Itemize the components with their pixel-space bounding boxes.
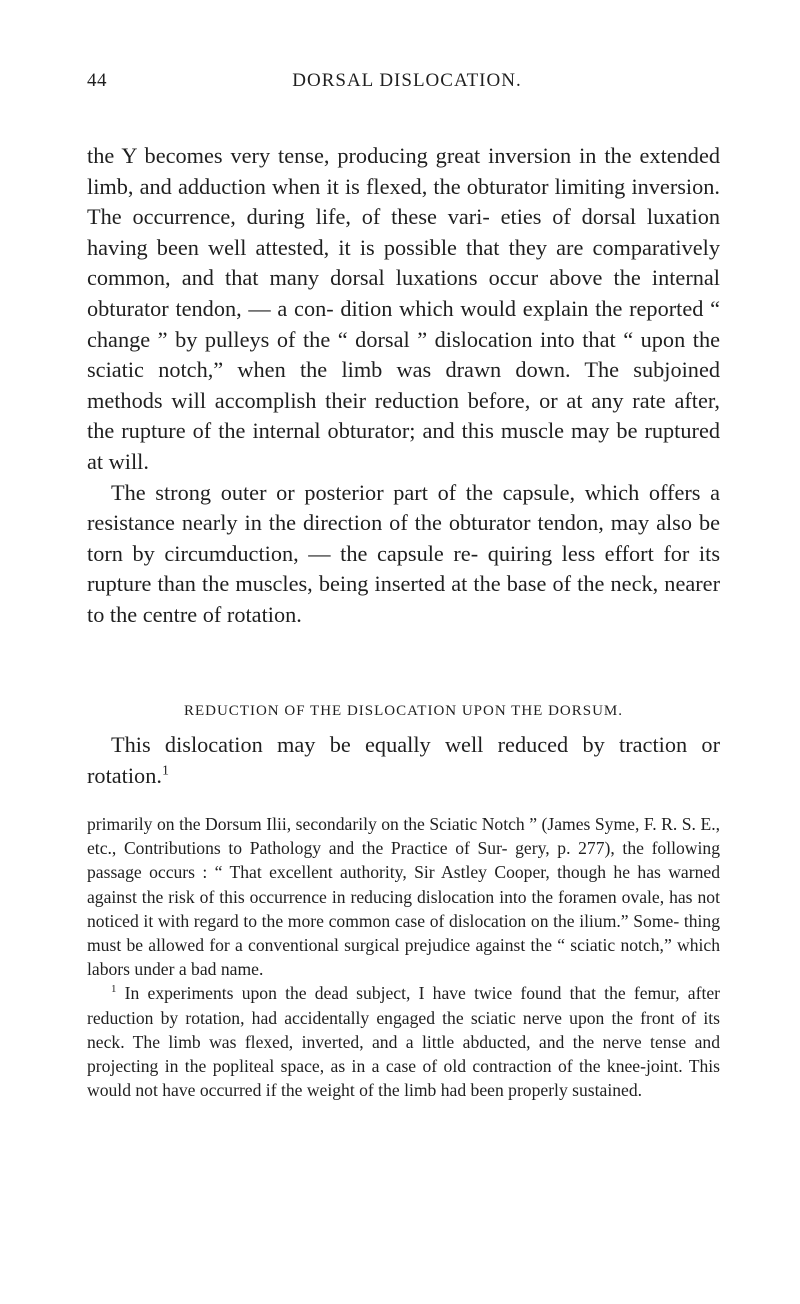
footnote-marker: 1 bbox=[111, 983, 117, 996]
body-text bbox=[87, 141, 720, 631]
section-text bbox=[87, 730, 720, 791]
section-heading: REDUCTION OF THE DISLOCATION UPON THE DORSUM. bbox=[183, 703, 624, 719]
footnotes bbox=[87, 812, 720, 1102]
page-number: 44 bbox=[87, 70, 107, 91]
running-head: DORSAL DISLOCATION. bbox=[292, 70, 522, 91]
footnote-1 bbox=[87, 981, 720, 1102]
paragraph-2: The strong outer or posterior part of the capsule, which offers a resistance nearly in the direction of the obturator tendon, may also be torn by circumduction, — the capsule re- quiring less effort for its rupture than the muscles, being inserted at the base of the neck, nearer to the centre of rotation. bbox=[87, 479, 720, 627]
paragraph-1: the Y becomes very tense, producing great inversion in the extended limb, and adduction when it is flexed, the obturator limiting inversion. The occurrence, during life, of these vari- eties of dorsal luxation having been well attested, it is possible that they are comparatively common, and that many dorsal luxations occur above the internal obturator tendon, — a con- dition which would explain the reported “ change ” by pulleys of the “ dorsal ” dislocation into that “ upon the sciatic notch,” when the limb was drawn down. The subjoined methods will accomplish their reduction before, or at any rate after, the rupture of the internal obturator; and this muscle may be ruptured at will. bbox=[87, 143, 720, 474]
section-sentence: This dislocation may be equally well reduced by traction or rotation. bbox=[87, 732, 720, 788]
footnote-continued: primarily on the Dorsum Ilii, secondarily on the Sciatic Notch ” (James Syme, F. R. S. E., etc., Contributions to Pathology and the Practice of Sur- gery, p. 277), the following passage occurs : “ That excellent authority, Sir Astley Cooper, though he has warned against the risk of this occurrence in reducing dislocation into the foramen ovale, has not noticed it with regard to the more common case of dislocation on the ilium.” Some- thing must be allowed for a conventional surgical prejudice against the “ sciatic notch,” which labors under a bad name. bbox=[87, 814, 720, 980]
page-header bbox=[87, 70, 727, 100]
footnote-text: In experiments upon the dead subject, I have twice found that the femur, after reduction by rotation, had accidentally engaged the sciatic nerve upon the front of its neck. The limb was flexed, inverted, and a little abducted, and the nerve tense and projecting in the popliteal space, as in a case of old contraction of the knee-joint. This would not have occurred if the weight of the limb had been properly sustained. bbox=[87, 983, 720, 1101]
footnote-reference: 1 bbox=[161, 762, 169, 778]
section-paragraph bbox=[87, 730, 720, 791]
